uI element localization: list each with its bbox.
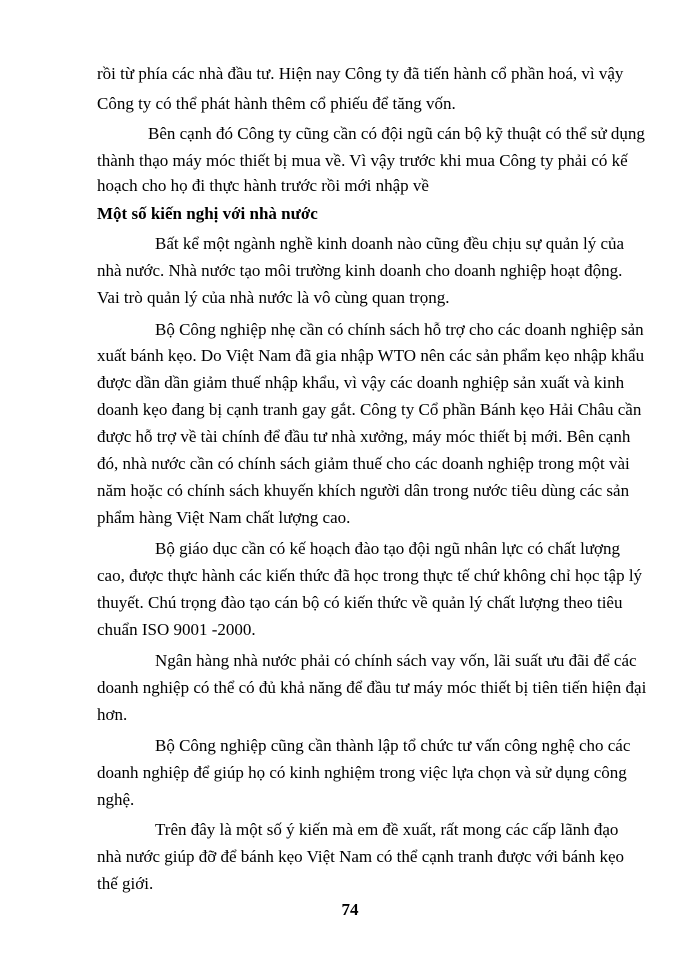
text-line: cao, được thực hành các kiến thức đã học trong thực tế chứ không chỉ học tập lý	[97, 566, 643, 585]
text-line: thuyết. Chú trọng đào tạo cán bộ có kiến thức về quản lý chất lượng theo tiêu	[97, 593, 623, 612]
paragraph-start-line: Ngân hàng nhà nước phải có chính sách vay vốn, lãi suất ưu đãi để các	[155, 651, 637, 670]
paragraph-start-line: Bên cạnh đó Công ty cũng cần có đội ngũ cán bộ kỹ thuật có thể sử dụng	[148, 124, 645, 143]
text-line: đó, nhà nước cần có chính sách giảm thuế cho các doanh nghiệp trong một vài	[97, 454, 630, 473]
text-line: nghệ.	[97, 790, 135, 809]
text-line: xuất bánh kẹo. Do Việt Nam đã gia nhập WTO nên các sản phẩm kẹo nhập khẩu	[97, 346, 645, 365]
text-line: hoạch cho họ đi thực hành trước rồi mới nhập về	[97, 176, 429, 195]
text-line: nhà nước giúp đỡ để bánh kẹo Việt Nam có thể cạnh tranh được với bánh kẹo	[97, 847, 625, 866]
text-line: doanh nghiệp có thể có đủ khả năng để đầu tư máy móc thiết bị tiên tiến hiện đại	[97, 678, 647, 697]
text-line: thế giới.	[97, 874, 154, 893]
text-line: được hỗ trợ về tài chính để đầu tư nhà xưởng, máy móc thiết bị mới. Bên cạnh	[97, 427, 631, 446]
paragraph-start-line: Bất kể một ngành nghề kinh doanh nào cũng đều chịu sự quản lý của	[155, 234, 625, 253]
section-heading: Một số kiến nghị với nhà nước	[97, 204, 318, 223]
text-line: Vai trò quản lý của nhà nước là vô cùng quan trọng.	[97, 288, 450, 307]
text-line: hơn.	[97, 705, 128, 724]
text-line: năm hoặc có chính sách khuyến khích người dân trong nước tiêu dùng các sản	[97, 481, 630, 500]
paragraph-start-line: Bộ Công nghiệp nhẹ cần có chính sách hỗ trợ cho các doanh nghiệp sản	[155, 320, 644, 339]
text-line: thành thạo máy móc thiết bị mua về. Vì vậy trước khi mua Công ty phải có kế	[97, 151, 628, 170]
text-line: rồi từ phía các nhà đầu tư. Hiện nay Công ty đã tiến hành cổ phần hoá, vì vậy	[97, 64, 624, 83]
text-line: phẩm hàng Việt Nam chất lượng cao.	[97, 508, 351, 527]
page-number: 74	[341, 900, 359, 919]
paragraph-start-line: Bộ giáo dục cần có kế hoạch đào tạo đội ngũ nhân lực có chất lượng	[155, 539, 621, 558]
text-line: chuẩn ISO 9001 -2000.	[97, 620, 256, 639]
paragraph-start-line: Trên đây là một số ý kiến mà em đề xuất, rất mong các cấp lãnh đạo	[155, 820, 619, 839]
text-line: Công ty có thể phát hành thêm cổ phiếu để tăng vốn.	[97, 94, 456, 113]
text-line: được dần dần giảm thuế nhập khẩu, vì vậy các doanh nghiệp sản xuất và kinh	[97, 373, 625, 392]
text-line: doanh kẹo đang bị cạnh tranh gay gắt. Công ty Cổ phần Bánh kẹo Hải Châu cần	[97, 400, 642, 419]
text-line: nhà nước. Nhà nước tạo môi trường kinh doanh cho doanh nghiệp hoạt động.	[97, 261, 623, 280]
paragraph-start-line: Bộ Công nghiệp cũng cần thành lập tổ chức tư vấn công nghệ cho các	[155, 736, 631, 755]
text-line: doanh nghiệp để giúp họ có kinh nghiệm trong việc lựa chọn và sử dụng công	[97, 763, 627, 782]
